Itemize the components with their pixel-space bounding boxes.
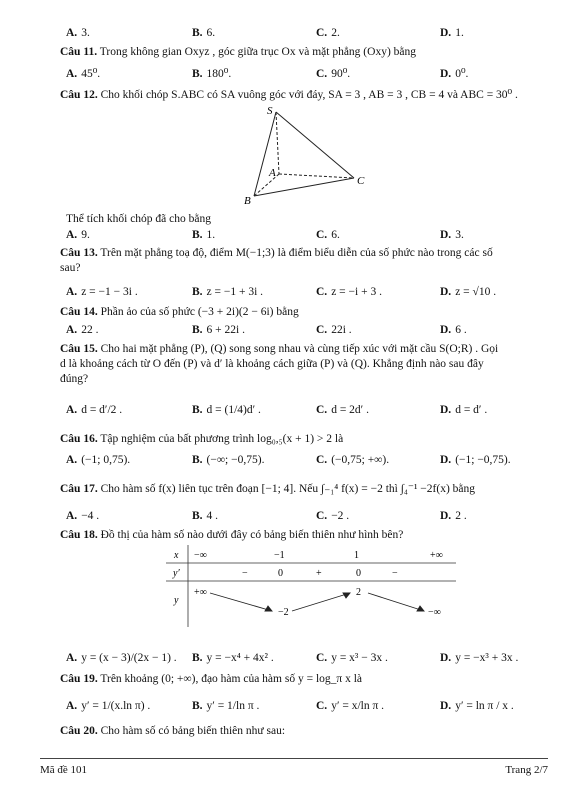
question-15: Câu 15. Cho hai mặt phẳng (P), (Q) song song nhau và cùng tiếp xúc với mặt cầu S(O;R) . Gọi d là khoảng cách từ O đến (P) và d′ là khoảng cách giữa (P) và (Q). Khẳng định nào sau đây đúng? (60, 343, 499, 385)
option-c: C. −2 . (316, 510, 350, 522)
option-b: B. 1. (192, 229, 216, 241)
arrow-head (343, 593, 350, 598)
x-value: −1 (274, 550, 285, 561)
question-11: Câu 11. Trong không gian Oxyz , góc giữa trục Ox và mặt phẳng (Oxy) bằng (60, 46, 416, 58)
label-c: C (357, 175, 365, 187)
option-c: C. 6. (316, 229, 340, 241)
option-d: D. z = √10 . (440, 286, 497, 298)
edge-sa (276, 112, 279, 174)
edge-bc (254, 178, 354, 196)
option-c: C. 90⁰. (316, 68, 351, 80)
edge-ac (279, 174, 354, 178)
option-d: D. y = −x³ + 3x . (440, 652, 519, 664)
option-a: A. 22 . (66, 324, 99, 336)
option-c: C. 22i . (316, 324, 352, 336)
page-footer (40, 758, 548, 776)
arrow-up (292, 593, 350, 611)
option-c: C. y′ = x/ln π . (316, 700, 385, 712)
exam-code: Mã đề 101 (40, 764, 88, 776)
x-value: +∞ (430, 550, 443, 561)
option-a: A. −4 . (66, 510, 100, 522)
option-a: A. y = (x − 3)/(2x − 1) . (66, 652, 177, 664)
option-b: B. (−∞; −0,75). (192, 454, 265, 466)
option-a: A. y′ = 1/(x.ln π) . (66, 700, 151, 712)
question-13-options (66, 286, 546, 302)
option-b: B. y′ = 1/ln π . (192, 700, 260, 712)
option-a: A. 45⁰. (66, 68, 101, 80)
question-20: Câu 20. Cho hàm số có bảng biến thiên như sau: (60, 725, 286, 737)
question-18: Câu 18. Đồ thị của hàm số nào dưới đây có bảng biến thiên như hình bên? (60, 529, 404, 541)
option-b: B. z = −1 + 3i . (192, 286, 264, 298)
arrow-head (265, 606, 272, 611)
option-b: B. 4 . (192, 510, 219, 522)
sign-value: − (392, 568, 398, 579)
y-value: −2 (278, 607, 289, 618)
option-c: C. d = 2d′ . (316, 404, 369, 416)
option-b: B. 6 + 22i . (192, 324, 245, 336)
question-19: Câu 19. Trên khoảng (0; +∞), đạo hàm của hàm số y = log_π x là (60, 673, 362, 685)
sign-value: + (316, 568, 322, 579)
option-d: D. y′ = ln π / x . (440, 700, 514, 712)
arrow-down (368, 593, 424, 611)
pyramid-figure (240, 104, 370, 208)
question-16: Câu 16. Tập nghiệm của bất phương trình log₀,₅(x + 1) > 2 là (60, 433, 344, 445)
question-12: Câu 12. Cho khối chóp S.ABC có SA vuông góc với đáy, SA = 3 , AB = 3 , CB = 4 và ABC = 30⁰ . (60, 89, 518, 101)
label-a: A (269, 167, 276, 179)
question-17-options (66, 510, 546, 526)
option-d: D. 3. (440, 229, 464, 241)
option-c: C. z = −i + 3 . (316, 286, 382, 298)
variation-table (166, 545, 456, 627)
y-value: +∞ (194, 587, 207, 598)
question-12-options (66, 229, 546, 245)
option-c: C. y = x³ − 3x . (316, 652, 388, 664)
x-value: −∞ (194, 550, 207, 561)
arrow-down (210, 593, 272, 611)
page-number: Trang 2/7 (505, 764, 548, 776)
option-d: D. (−1; −0,75). (440, 454, 511, 466)
prev-question-options (66, 27, 546, 43)
question-13: Câu 13. Trên mặt phẳng toạ độ, điểm M(−1;3) là điểm biểu diễn của số phức nào trong các số sau? (60, 247, 493, 274)
y-value: 2 (356, 587, 361, 598)
option-a: A. z = −1 − 3i . (66, 286, 138, 298)
question-16-options (66, 454, 546, 470)
question-18-options (66, 652, 546, 668)
label-s: S (267, 105, 273, 117)
edge-sc (276, 112, 354, 178)
header-yprime: y′ (173, 568, 180, 579)
sign-value: 0 (278, 568, 283, 579)
question-12-followup: Thể tích khối chóp đã cho bằng (66, 213, 211, 225)
arrow-head (417, 606, 424, 611)
question-14-options (66, 324, 546, 340)
option-d: D. 1. (440, 27, 464, 39)
question-19-options (66, 700, 546, 716)
header-x: x (174, 550, 179, 561)
option-d: D. d = d′ . (440, 404, 488, 416)
option-b: B. d = (1/4)d′ . (192, 404, 261, 416)
option-d: D. 6 . (440, 324, 467, 336)
y-value: −∞ (428, 607, 441, 618)
header-y: y (174, 595, 179, 606)
question-14: Câu 14. Phần ảo của số phức (−3 + 2i)(2 − 6i) bằng (60, 306, 299, 318)
option-d: D. 2 . (440, 510, 467, 522)
option-a: A. d = d′/2 . (66, 404, 123, 416)
option-a: A. (−1; 0,75). (66, 454, 131, 466)
option-b: B. y = −x⁴ + 4x² . (192, 652, 274, 664)
option-c: C. (−0,75; +∞). (316, 454, 390, 466)
question-15-options (66, 404, 546, 420)
question-11-options (66, 66, 546, 82)
label-b: B (244, 195, 251, 207)
option-a: A. 3. (66, 27, 90, 39)
option-b: B. 180⁰. (192, 68, 232, 80)
x-value: 1 (354, 550, 359, 561)
sign-value: − (242, 568, 248, 579)
option-b: B. 6. (192, 27, 216, 39)
question-17: Câu 17. Cho hàm số f(x) liên tục trên đoạn [−1; 4]. Nếu ∫₋₁⁴ f(x) = −2 thì ∫₄⁻¹ −2f(x) bằng (60, 483, 476, 495)
option-d: D. 0⁰. (440, 68, 469, 80)
option-c: C. 2. (316, 27, 340, 39)
option-a: A. 9. (66, 229, 90, 241)
edge-sb (254, 112, 276, 196)
sign-value: 0 (356, 568, 361, 579)
